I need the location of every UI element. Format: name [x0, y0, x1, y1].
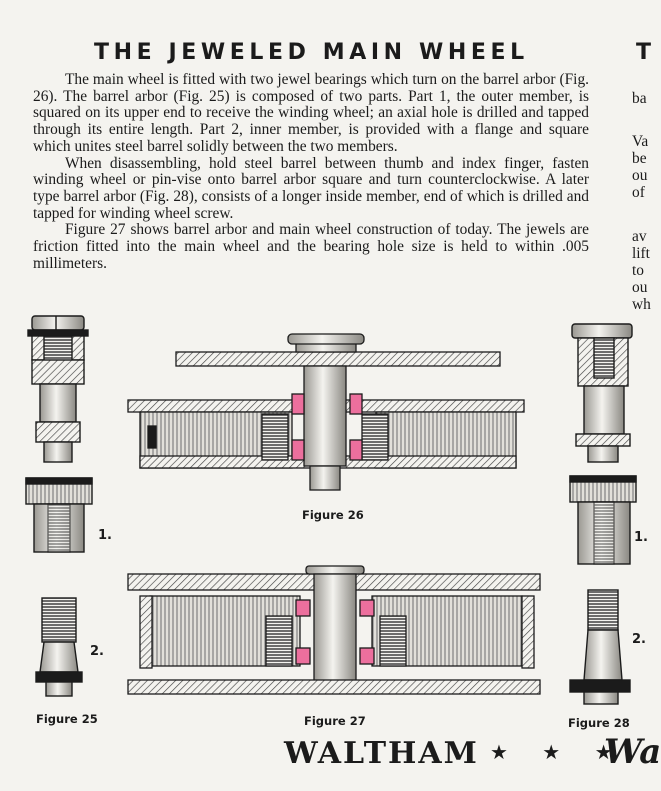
figure-27-caption: Figure 27 — [304, 714, 366, 728]
paragraph-1: The main wheel is fitted with two jewel bearings which turn on the barrel arbor (Fig. 26). The barrel arbor (Fig. 25) is composed of two parts. Part 1, the outer member, is squared on its upper end to receive the winding wheel; an axial hole is drilled and tapped through its entire length. Part 2, inner member, is provided with a flange and square which unites steel barrel solidly between the two members. — [33, 71, 589, 155]
page-title: THE JEWELED MAIN WHEEL — [94, 40, 529, 65]
paragraph-3: Figure 27 shows barrel arbor and main wheel construction of today. The jewels are friction fitted into the main wheel and the bearing hole size is held to within .005 millimeters. — [33, 221, 589, 272]
figure-25-caption: Figure 25 — [36, 712, 98, 726]
right-fragment: Va — [632, 133, 649, 150]
right-fragment: av — [632, 228, 647, 245]
figure-26-drawing — [128, 334, 524, 490]
footer-stars: ★ ★ ★ — [490, 740, 627, 764]
waltham-script-fragment: Wa — [604, 732, 661, 772]
figure-25-part-2-label: 2. — [90, 644, 104, 659]
waltham-brand: WALTHAM — [284, 736, 479, 771]
paragraph-2: When disassembling, hold steel barrel between thumb and index finger, fasten winding wheel or pin-vise onto barrel arbor square and turn counterclockwise. A later type barrel arbor (Fig. 28), consists of a longer inside member, end of which is drilled and tapped for winding wheel screw. — [33, 154, 589, 222]
figure-28-part-1-label: 1. — [634, 530, 648, 545]
right-fragment: wh — [632, 296, 651, 313]
figure-25-part-1-label: 1. — [98, 528, 112, 543]
figure-28-drawing — [570, 324, 636, 704]
right-fragment: of — [632, 184, 645, 201]
figure-25-drawing — [26, 316, 92, 696]
next-page-title-fragment: T — [636, 40, 652, 65]
right-fragment: ou — [632, 279, 648, 296]
right-fragment: to — [632, 262, 644, 279]
figure-27-drawing — [128, 566, 540, 694]
right-fragment: ou — [632, 167, 648, 184]
right-fragment: lift — [632, 245, 650, 262]
figure-28-part-2-label: 2. — [632, 632, 646, 647]
right-fragment: ba — [632, 90, 647, 107]
figure-28-caption: Figure 28 — [568, 716, 630, 730]
figure-26-caption: Figure 26 — [302, 508, 364, 522]
right-fragment: be — [632, 150, 647, 167]
